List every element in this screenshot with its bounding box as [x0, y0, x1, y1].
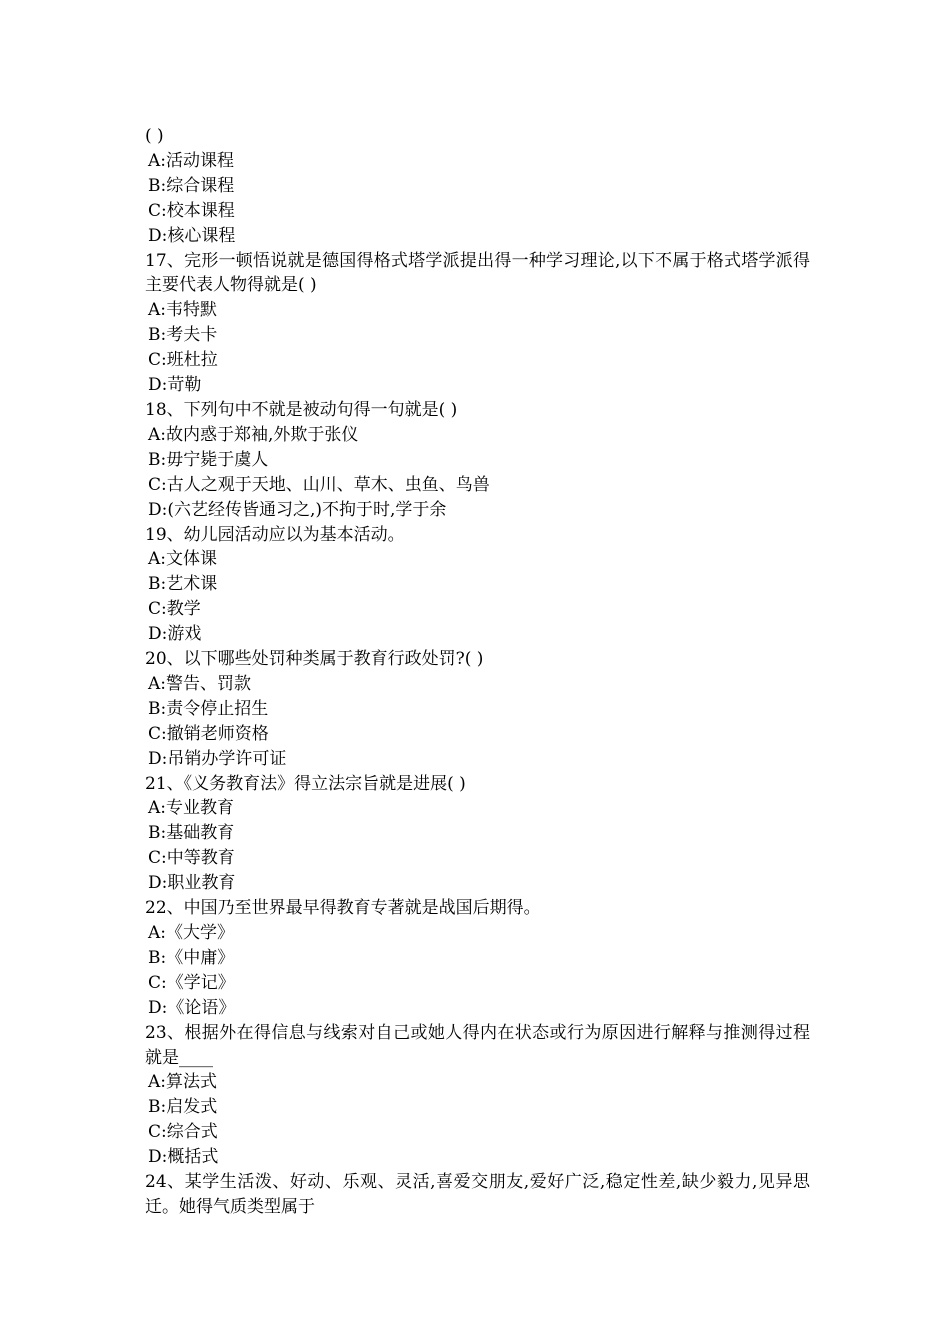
option-d: D:游戏 [148, 624, 202, 645]
option-b: B:启发式 [148, 1097, 218, 1118]
option-b: B:责令停止招生 [148, 698, 269, 719]
option-a: A:故内惑于郑袖,外欺于张仪 [148, 424, 359, 445]
question-text: 24、某学生活泼、好动、乐观、灵活,喜爱交朋友,爱好广泛,稳定性差,缺少毅力,见异思迁。她得气质类型属于 [145, 1172, 810, 1217]
question-20 [145, 647, 810, 772]
option-b: B:毋宁毙于虞人 [148, 449, 269, 470]
question-text: 22、中国乃至世界最早得教育专著就是战国后期得。 [145, 898, 541, 919]
option-b: B:基础教育 [148, 823, 235, 844]
question-text: 20、以下哪些处罚种类属于教育行政处罚?( ) [145, 649, 484, 670]
question-text: 18、下列句中不就是被动句得一句就是( ) [145, 399, 458, 420]
option-c: C:撤销老师资格 [148, 723, 269, 744]
option-a: A:算法式 [148, 1072, 218, 1093]
option-b: B:《中庸》 [148, 947, 235, 968]
option-d: D:概括式 [148, 1147, 219, 1168]
option-c: C:古人之观于天地、山川、草木、虫鱼、鸟兽 [148, 474, 490, 495]
option-c: C:《学记》 [148, 972, 235, 993]
question-18 [145, 398, 810, 523]
question-text: 21、《义务教育法》得立法宗旨就是进展( ) [145, 773, 466, 794]
question-17 [145, 249, 810, 398]
question-stem-continuation: ( ) [145, 126, 164, 146]
option-c: C:综合式 [148, 1122, 218, 1143]
option-a: A:警告、罚款 [148, 673, 252, 694]
question-23 [145, 1021, 810, 1170]
option-d: D:吊销办学许可证 [148, 748, 287, 769]
option-a: A:韦特默 [148, 300, 218, 321]
option-c: C:班杜拉 [148, 350, 218, 371]
option-a: A:活动课程 [148, 150, 235, 171]
question-19 [145, 523, 810, 648]
question-text: 17、完形一顿悟说就是德国得格式塔学派提出得一种学习理论,以下不属于格式塔学派得主要代表人物得就是( ) [145, 250, 810, 296]
option-b: B:艺术课 [148, 574, 218, 595]
option-a: A:文体课 [148, 549, 218, 570]
option-d: D:(六艺经传皆通习之,)不拘于时,学于余 [148, 499, 447, 520]
question-text: 19、幼儿园活动应以为基本活动。 [145, 524, 405, 545]
option-a: A:专业教育 [148, 798, 235, 819]
question-21 [145, 772, 810, 897]
question-text: 23、根据外在得信息与线索对自己或她人得内在状态或行为原因进行解释与推测得过程就是____ [145, 1022, 810, 1068]
option-d: D:苛勒 [148, 375, 202, 396]
option-c: C:中等教育 [148, 848, 235, 869]
option-c: C:教学 [148, 599, 201, 620]
option-b: B:综合课程 [148, 175, 235, 196]
question-24 [145, 1170, 810, 1220]
option-a: A:《大学》 [148, 923, 235, 943]
option-d: D:《论语》 [148, 997, 236, 1018]
question-list [145, 124, 810, 1220]
option-d: D:核心课程 [148, 225, 236, 246]
option-b: B:考夫卡 [148, 325, 218, 346]
question-22 [145, 896, 810, 1021]
option-c: C:校本课程 [148, 200, 235, 221]
option-d: D:职业教育 [148, 873, 236, 894]
